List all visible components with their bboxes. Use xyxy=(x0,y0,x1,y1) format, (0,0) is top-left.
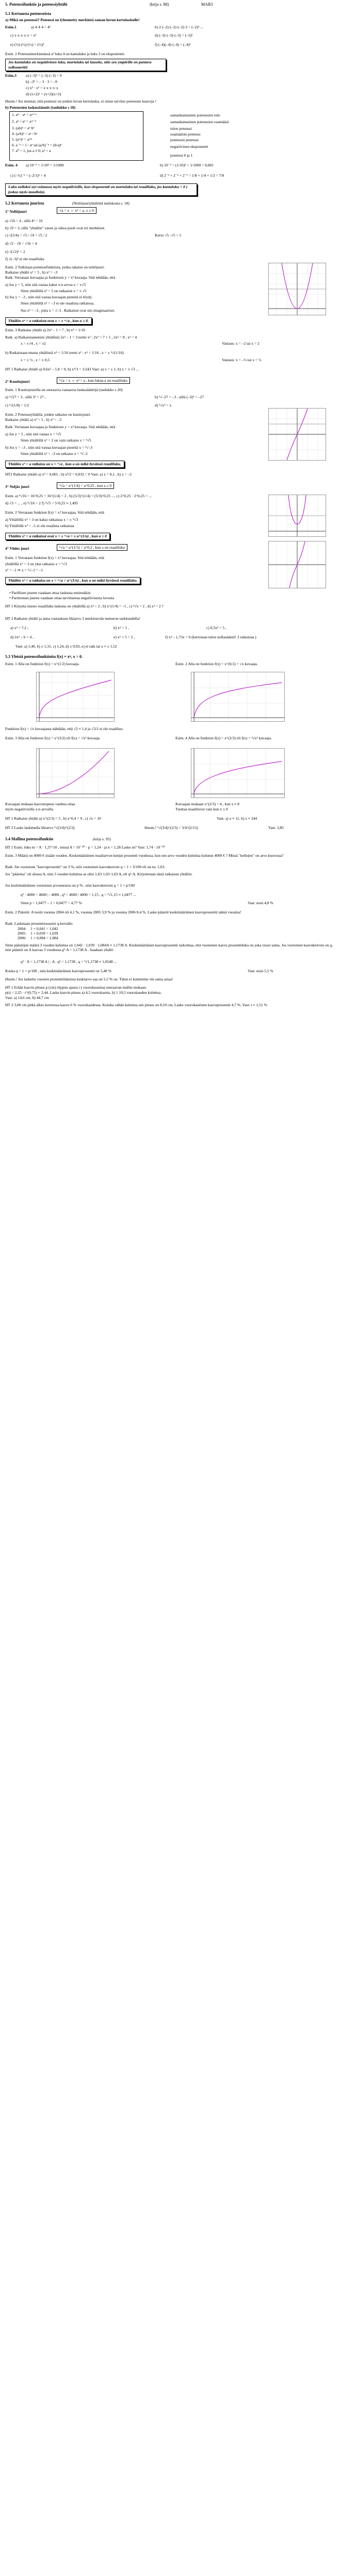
section-title-5-4: 5.4 Mallina potenssifunktio xyxy=(5,837,54,841)
formula: b) ³√–27 = –3 , sillä (–3)³ = –27 xyxy=(155,395,204,399)
section-note: (Neliöjuuriyhtälöitä taulukosta s. 18) xyxy=(72,201,129,206)
answer: Vast: a) 1,40, b) ± 1,31, c) 1,24, d) ± 0,93, e) ei ratk tai x ≈ ± 1,52 xyxy=(15,644,117,649)
example-text: Esim. 2 Tutkitaan potenssifunktiota, jonka rakaisu on neliöjuuri. xyxy=(5,265,105,269)
formula: Siten p = 1,0477 – 1 = 0,0477 = 4,77 % xyxy=(21,901,82,905)
formula: b) x⁵ = 1 , xyxy=(114,625,129,630)
example-text: Esim. 3 Alla on funktion f(x) = x^(3/2) eli f(x) = √x³ kuvaaja. xyxy=(5,736,101,740)
formula: c) √(5/4) = √5 / √4 = √5 / 2 xyxy=(5,233,47,238)
question-line: a) Mikä on potenssi? Potenssi on lyhennetty merkintä saman luvun kertolaskulle! xyxy=(5,18,140,22)
graph-y-x2 xyxy=(268,263,326,315)
formula: d) √3 = ... , e) ⁴√16 = 2 f) ⁴√5 = 5^0,25 ≈ 1,495 xyxy=(5,501,78,505)
subsection-label: 2° Kuutiojuuri xyxy=(5,379,30,384)
rule-box: Yhtälön xⁿ = a ratkaisu on x = ⁿ√a = a^(1/n) , kun a on mikä hyvänsä reaaliluku. xyxy=(5,577,140,584)
formula: d) ³√x³ = x xyxy=(155,403,172,408)
rule-row: 7. a⁰ = 1, jos a ≠ 0, a¹ = a xyxy=(12,148,51,153)
rule-desc: osamäärän potenssi xyxy=(170,132,201,137)
example-text: a) Jos y = 5, niin sitä vastaa kaksi x:n arvoa x = ±√5 xyxy=(5,282,86,287)
example-text: b) Jos y = –3 , niin sitä vastaa kuvaajan pisteitä x = ³√–3 xyxy=(5,445,92,450)
formula: c) 0,5x⁴ = 5 , xyxy=(206,625,226,630)
rule-desc: tulon potenssi xyxy=(170,126,192,131)
formula: q³ · 4000 = 4600 | : 4000 , q³ = 4600 / 4000 = 1,15 , q = ³√1,15 ≈ 1,0477 ... xyxy=(21,892,136,897)
example-text: Esim. 2 Päästöt: A tuotti vuonna 2004 oli 4,1 %, vuonna 2005 3,9 % ja vuonna 2006 8,4 %. Laske päästöt keskimääräinen kasvuprosentti nämä vuosina! xyxy=(5,910,241,914)
note: Kuvaajan mukaan kasvunopeus vauhtia ottaa xyxy=(5,802,75,806)
example-text: Esim. 1 Verrataan funktion f(x) = x⁵ kuvaajaa. Sitä tehdään, että xyxy=(5,555,104,560)
formula: f) √(–3)² ei ole reaaliluku xyxy=(5,257,44,261)
note: Huom.! Jos muistat, että potenssi on jonkin luvun kertolasku, ei sinun tarvitse potenssin kaavoja ! xyxy=(5,99,157,104)
example-text: Esim. 1 Alla on funktion f(x) = x^(1/2) kuvaaja. xyxy=(5,662,79,666)
example-text: Esim. 3 Määrä on 4000 € sisään vuoden. Keskimääräinen reaaliarvon ketjun prosentti vuodessa, kun sen arvo vuoden kuluttua kulunut 4000 € ? Missä "kellojen" on arvo kuorossa? xyxy=(5,853,284,858)
homework: HT 1 Ratkaise yhtälö a) 0,6x² – 1,8 = 0, b) x⁴/3 = 1/243 Vast: a) x = ± 1, b) x = ± √3 ... xyxy=(5,367,139,371)
subsection-label: 4° Viides juuri xyxy=(5,546,29,551)
example-text: Siten yhtälöllä x³ = 2 on vain ratkaisu x = ³√5 xyxy=(21,438,91,443)
note: Huom.! Jos laskettu vuosien prosenttilukuista keskiarvo saa on 5,5 % on. Täten ei kumimme ole sama asiaa! xyxy=(5,977,173,981)
subsection-label: 1° Neliöjuuri xyxy=(5,209,27,214)
table-row: 2006: 1 + 0,084 = 1,084 xyxy=(18,936,58,940)
rule-row: 6. a⁻ⁿ = 1 / aⁿ tai (a/b)⁻ⁿ = (b/a)ⁿ xyxy=(12,143,62,147)
graph-y-x5 xyxy=(268,541,326,588)
example-text: x = ±√4 , x = ±2 xyxy=(21,341,46,346)
definition-box: ³√a = x ⇔ x³ = a , kun lukua a on reaaliluku xyxy=(57,377,130,384)
rule-row: 5. (aᵐ)ⁿ = aᵐⁿ xyxy=(12,137,33,142)
table-row: 2004: 1 + 0,041 = 1,042 xyxy=(18,926,58,931)
homework: HT 1 Kirjoita muoto reaaliluku laskuna on yhtälöllä a) x⁴ = 2 , b) x^(1/4) = –1 , c) ⁴√x = 2 , d) x³ = 2 ? xyxy=(5,604,164,608)
formula: Kerro √5 ·√5 = 5 xyxy=(155,233,182,238)
graph-x-2-3 xyxy=(191,748,285,798)
rule-desc: samankantaisten potenssien tulo xyxy=(170,113,220,117)
rule-row: 1. aᵐ · aⁿ = aᵐ⁺ⁿ xyxy=(12,112,37,117)
formula: Koska q = 1 + p/100 , niin keskimääräinen kasvuprosentti on 5,48 % xyxy=(5,969,111,973)
formula: b) √9 = 3, sillä "yhtälön" vasen ja oikea puoli ovat eri merkkiset. xyxy=(5,226,106,230)
formula: d) (–3)·(–3)·(–3) = (–3)³ xyxy=(155,33,193,38)
rule-row: 3. (ab)ⁿ = aⁿ bⁿ xyxy=(12,126,35,130)
rule-row: 2. aᵐ / aⁿ = aᵐ⁻ⁿ xyxy=(12,119,37,124)
homework: HT 1 Ratkaise yhtälö a) x^(2/3) = 5 , b) x^0,4 = 9 , c) √x = 10 xyxy=(5,816,101,821)
graph-x-3-2 xyxy=(36,748,115,798)
answer: Vast: noin 4,8 % xyxy=(248,901,273,905)
growth-table xyxy=(15,926,60,940)
formula: a) (–3)² = (–3)·(–3) = 9 xyxy=(26,73,62,78)
example-text: Esim. 2 Alla on funktion f(x) = x^(0,5) = √x kuvaaja. xyxy=(175,662,258,666)
rule-box: Jos kantaluku on negatiivinen luku, murtoluku tai lauseke, niin sen ympärille on pantava sulkumerkit xyxy=(5,59,166,71)
example-text: b) Yhtälöllä x⁴ = –1 ei ole reaalista ratkaisua xyxy=(5,523,74,528)
example-text: Esim. 2 Potenssiyhtälöä, joiden ratkaisu on kuutiojuuri. xyxy=(5,412,91,417)
example-text: Ratk. Sie vuotuisen "kasvuprosentti" on 3 %, niin vuotuinen kasvukerroin q = 1 + 3/100 eli on ns. 1,03. xyxy=(5,865,166,869)
example-label: Esim.3 xyxy=(5,73,17,78)
formula: d) 2x⁶ – 6 = 4 , xyxy=(10,635,34,639)
table-row: 2005: 1 + 0,039 = 1,039 xyxy=(18,931,58,936)
formula: b) –3² = – 3 · 3 = –9 xyxy=(26,79,57,84)
rule-box: Yhtälön x³ = a ratkaisu on x = ³√a , kun a on mikä hyvänsä reaaliluku. xyxy=(5,461,124,468)
example-text: Siten yhtälöllä x³ = –3 on ratkaisu x = ³√–3 xyxy=(21,451,88,456)
answer: Vast: a) x ≈ 11, b) x ≈ 244 xyxy=(217,816,257,821)
section-title-5-1: 5.1 Kertausta potensseista xyxy=(5,11,52,16)
formula: e) (½)·(½)·(½) = (½)³ xyxy=(10,42,44,47)
example-text: Siten yhtälöllä x² = –3 ei ole reaalista ratkaisua. xyxy=(21,301,94,306)
example-text: b) Ratkaistaan muuta yhtälöstä x⁴ = 1/16 termi x² : x⁴ = 1/16 , x = ± ⁴√(1/16) xyxy=(5,350,124,355)
rule-box: Yhtälön xⁿ = a ratkaisut ovat x = ± ⁿ√a = ± a^(1/n) , kun a ≥ 0 xyxy=(5,533,110,540)
example-text: Ratk. Verrataan kuvaajaa ja funktioon y = x³ kuvaaja. Sitä tehdään, että xyxy=(5,425,116,429)
rule-desc: samankantaisten potenssien osamäärä xyxy=(170,120,229,124)
example-text: Ratk. Verrataan kuvaajaa ja funktioon y = x² kuvaaja. Sitä tehdään, että xyxy=(5,275,116,280)
example-text: x⁵ = –1 ⇒ x = ⁵√–1 = –1 xyxy=(5,568,43,572)
definition-box: ⁵√a = a^(1/5) = a^0,2 , kun a on reaaliluku xyxy=(57,544,127,551)
page-header xyxy=(5,2,335,9)
formula: e) x⁶ + 5 = 2 , xyxy=(114,635,135,639)
answer: Vastaus: x = –½ tai x = ½ xyxy=(222,358,262,362)
example-text: Siten yhtälöllä x² = 5 on ratkaisut x = ± √5 xyxy=(21,289,87,293)
book-pages: (kirja s. 88) xyxy=(150,2,169,7)
example-text: Jos "pääoma" oli alussa A, niin 3 vuoden kuluttua se olisi 1,03·1,03·1,03 A, eli q³·A. Kirjoitetaan tästä ratkaisun yhtälön. xyxy=(5,872,193,876)
example-text: b) Jos y = –3 , niin sitä vastaa kuvaajan pisteitä ei löydy. xyxy=(5,295,93,299)
formula: e) √(√2)² = 2 xyxy=(5,249,25,254)
graph-sqrt-1 xyxy=(36,672,115,722)
formula: d) 2⁻³ + 2⁻² + 2⁻¹ = 1/8 + 1/4 + 1/2 = 7/8 xyxy=(160,173,224,178)
definition-box: √a = x ⇔ x² = a, x ≥ 0 xyxy=(57,207,96,214)
homework: HT 3 3,00 cm pitkä alkio korteessa kasvu 6 % vuorokaudessa. Kuinka vähän kuluttua sen pituus on 8,10 cm. Laske vuorokautinen kasvuprosentti 4,7 %. Vast: t ≈ 1,51 % xyxy=(5,1003,267,1007)
formula: c) x³ · x² = x·x·x·x·x xyxy=(26,86,58,90)
graph-sqrt-2 xyxy=(191,672,285,722)
rules-box xyxy=(9,111,143,161)
rule-desc: negatiivinen eksponentti xyxy=(170,144,208,149)
example-text: Ratkaise yhtälö a) x³ = 5 , b) x³ = –3 xyxy=(5,417,61,422)
example-2: Esim. 2 Potenssimerkinnässä a³ luku 4 on kantaluku ja luku 3 on eksponentti. xyxy=(5,52,125,56)
course-code: MAB3 xyxy=(201,2,213,7)
example-text: a) Yhtälöllä x⁴ = 3 on kaksi ratkaisua x = ± ⁴√3 xyxy=(5,517,78,522)
rule-box: Luku nollaksi nyt voimassa myös negatiivisille, kun eksponentti on murtoluku tai reaaliluku, jos kantaluku > 0 ( joskus myös muulloin). xyxy=(5,183,197,196)
graph-y-x3 xyxy=(268,408,326,461)
formula: a) x³ = 7,2 ; xyxy=(10,625,29,630)
bullet-item: • Parillisen juuren vaadaan ottaa laskusta ensinnäkin xyxy=(9,590,91,595)
formula: Esim. a) ⁴√16 = 16^0,25 = 16^(1/4) = 2 , b) (5/3)^(1/4) = (5/3)^0,25 ..., c) 2^0,25 · 2^0,25 = ... xyxy=(5,494,152,498)
example-text: x = ± ½ , x = ± 0,5 xyxy=(21,358,50,362)
example-text: Ratkaise yhtälö x² = 5 , b) x² = –3 xyxy=(5,270,58,275)
homework: HT 1 Erään kasvin pituus p (cm) riippuu ajasta t ( vuorokausina) seuraavan mallin mukaan: xyxy=(5,985,147,990)
formula: c) (–½)⁻² = (–2/1)² = 4 xyxy=(10,173,46,178)
formula: f) (–4)(–4)·(–4) = (–4)³ xyxy=(155,42,191,47)
example-label: Esim. 4 xyxy=(5,163,18,167)
example-text: Funktion f(x) = √x kuvaajasta nähdään, että √2 ≈ 1,4 ja √3/2 ei ole reaaliluu. xyxy=(5,726,124,731)
rules-title: b) Potenssien laskusäännöt (taulukko s 18) xyxy=(5,105,76,110)
example-text: Jos keskimääräinen vuotuinen arvonnousu on p % , niin kasvukerroin q = 1 + p/100 xyxy=(5,883,135,888)
example-text: yhtälöllä x⁵ = 3 on yksi ratkaisu x = ⁵√3 xyxy=(5,562,67,566)
formula: b) 10⁻³ = (1/10)³ = 1/1000 = 0,001 xyxy=(160,163,214,167)
example-text: Sus x² = –3 , joita x = √–3 . Ratkaisut ovat siis imaginaariset. xyxy=(21,308,116,313)
homework: p(t) = 2,25 · t^(0,75) + 2,44. Laske kasvin pituus a) 4,5 vuorokautta, b) 1 10,5 vuorokauden kuluttua. xyxy=(5,990,161,995)
example-text: Esim. 4 Alla on funktion f(x) = x^(2/3) eli f(x) = ³√x² kuvaaja. xyxy=(175,736,272,740)
formula: q³ · A = 1,1738 A | : A , q³ = 1,1738 , q = ³√1,1738 ≈ 1,0548 ... xyxy=(21,959,117,964)
formula: b) 2·(–2)·(–2)·(–2)·2 = (–2)⁴ ... xyxy=(155,25,203,29)
formula: a) 10⁻³ = 1/10³ = 1/1000 xyxy=(26,163,64,167)
definition-box: ⁴√a = a^(1/4) = a^0,25 , kun a ≥ 0 xyxy=(57,482,114,489)
formula: f) x⁴ – 1,73x = 0 (kerrotaan tulon nollasääntö! 3 ratkaisua ) xyxy=(165,635,256,639)
chapter-title: 5. Potenssifunktio ja potenssiyhtälö xyxy=(5,2,68,7)
formula: a) 4·4·4 = 4³ xyxy=(31,25,51,29)
graph-y-x4 xyxy=(268,495,326,537)
formula: a) ³√27 = 3 , sillä 3³ = 27 , xyxy=(5,395,46,399)
answer: Vast: noin 5,5 % xyxy=(248,969,273,973)
example-text: Siten päästöjen määrä 3 vuoden kuluttua on 1,042 · 1,039 · 1,084A ≈ 1,1738 A. Keskimääräinen kasvuprosentti tarkoittaa, että vuotuinen kasvu prosenttiluku on joka vuosi sama. Jos vuotuinen kasvukerroin on q, niin päästöt on A kasvaa 3 vuodessa q³·A = 1,1738 A . Saadaan yhtälö xyxy=(5,943,333,952)
section-title-5-3: 5.3 Yleisiä potenssifunktioita f(x) = xⁿ, x > 0. xyxy=(5,654,83,659)
bullet-item: • Parittoman juuren vaadaan ottaa tarvittaessa negatiivisesta luvusta xyxy=(9,596,115,600)
note: Tuottaa reaaliluvut vain kun x ≥ 0 xyxy=(175,807,228,811)
answer: Vast: 3,85 xyxy=(268,825,284,830)
example-text: Ratk. Lasketaan prosenttiosuuret q-kerralle: xyxy=(5,921,73,926)
example-text: Esim. 3 Ratkaise yhtälö a) 2x² – 1 = 7 , b) x⁴ = 1/16 xyxy=(5,328,85,332)
formula: a) √16 = 4 , sillä 4² = 16 xyxy=(5,218,43,223)
note: Kuvaajan mukaan x^(2/3) = 4 , kun x ≈ 8 xyxy=(175,802,239,806)
example-text: Ratk. a) Ratkaistaanensin yhtälöstä 2x² – 1 = 3 termi x² : 2x² = 7 + 1 , 2x² = 8 , x² = 4 xyxy=(5,335,137,340)
subsection-label: 3° Neljäs juuri xyxy=(5,484,29,489)
section-title-5-2: 5.2 Kertausta juurista xyxy=(5,201,44,206)
answer: Vast: a) 14,6 cm, b) 44,7 cm xyxy=(5,995,49,1000)
example-text: Esim. 2 Verrataan funktion f(x) = x⁴ kuvaajaa. Sitä tehdään, että xyxy=(5,510,104,515)
section-note: (kirja s. 95) xyxy=(93,837,111,841)
note: myös negatiivisilla x:n arvoilla xyxy=(5,807,54,811)
note: Huom.! ⁵√(3/4)^(2/3) = 3/4^(2/15) xyxy=(144,825,198,830)
example-text: a) Jos y = 5 , niin sitä vastaa x = ³√5 xyxy=(5,432,61,436)
answer: Vastaus: x = –2 tai x = 2 xyxy=(222,341,260,346)
formula: c) x·x·x·x·x = x⁵ xyxy=(10,33,37,38)
rule-desc: potenssi 0 ja 1 xyxy=(170,153,193,158)
formula: c) ³√(1/8) = 1/2 xyxy=(5,403,29,408)
rule-desc: potenssin potenssi xyxy=(170,138,199,142)
homework: HT2 Ratkaise yhtälö a) x³ = 0,001 , b) x³/2 = 0,032 = 0 Vast: a) x = 0,1 , b) x = –2 xyxy=(5,472,132,477)
homework: HT 2 Ratkaise yhtälö ja anna vastauksen likiarvo 3 merkitsevän numeron tarkkuudella! xyxy=(5,616,140,621)
rule-box: Yhtälön xⁿ = a ratkaisut ovat x = ± ⁿ√a , kun a ≥ 0. xyxy=(5,317,92,325)
formula: d) (x+2)² = (x+2)(x+2) xyxy=(26,92,61,96)
example-label: Esim.1 xyxy=(5,25,17,29)
example-text: Esim. 1 Kuutiojuurella on seuraavia vastaavia laskusääntöjä (taulukko s 20) xyxy=(5,387,123,392)
rule-row: 4. (a/b)ⁿ = aⁿ / bⁿ xyxy=(12,131,38,136)
formula: d) √2 · √8 = √16 = 4 xyxy=(5,241,37,246)
homework: HT 2 Laske laskimella likiarvo ⁵√(3/4)^(2/3) xyxy=(5,825,75,830)
homework: HT 1 Esim. luku m = A · 1,37^10 , missä A = 10⁻¹⁰ · p = 1,24 · ja n = 1,28 Laske m? Vast: 1,74 · 10⁻¹⁰ xyxy=(5,845,165,850)
